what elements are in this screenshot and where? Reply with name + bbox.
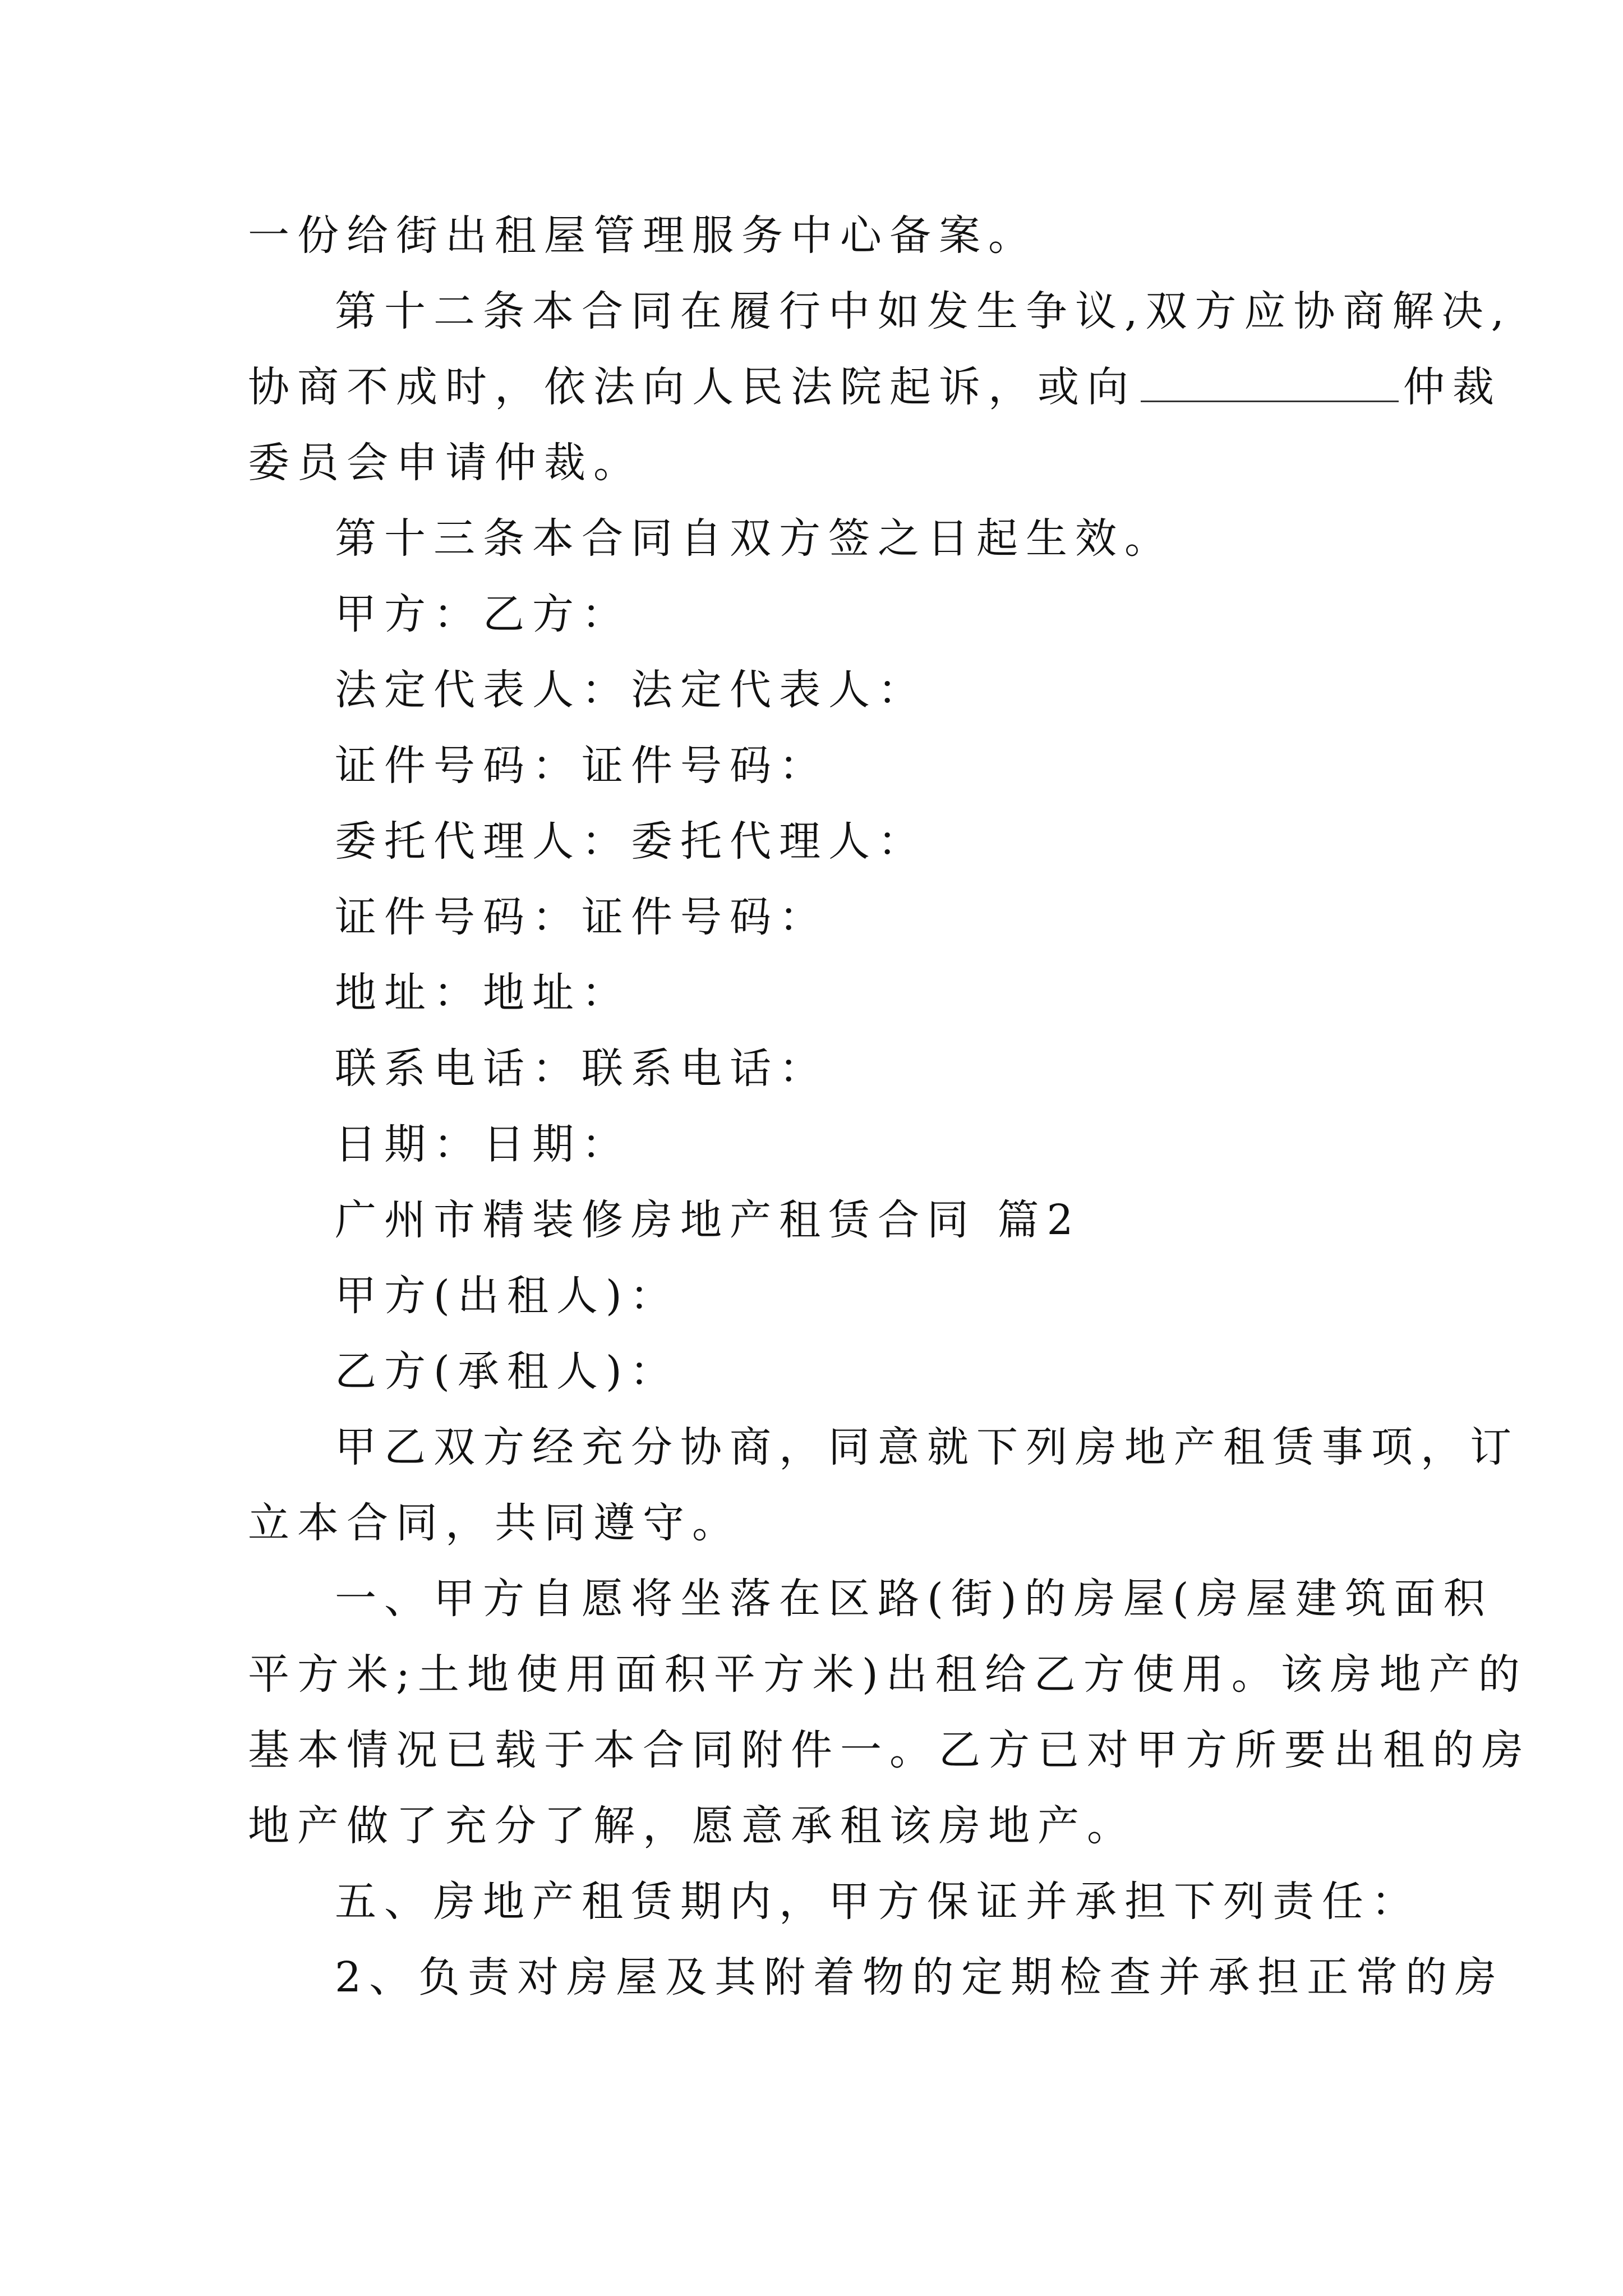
text-line-with-blank bbox=[248, 359, 1502, 415]
text-line: 2、负责对房屋及其附着物的定期检查并承担正常的房 bbox=[335, 1953, 1505, 2001]
text-line: 甲方：乙方： bbox=[335, 590, 631, 638]
text-line: 平方米;土地使用面积平方米)出租给乙方使用。该房地产的 bbox=[248, 1650, 1528, 1699]
text-line: 第十三条本合同自双方签之日起生效。 bbox=[335, 514, 1174, 563]
text-line: 证件号码：证件号码： bbox=[335, 893, 828, 941]
text-line: 一、甲方自愿将坐落在区路(街)的房屋(房屋建筑面积 bbox=[335, 1575, 1493, 1623]
text-line: 一份给街出租屋管理服务中心备案。 bbox=[248, 211, 1038, 260]
text-line: 甲乙双方经充分协商，同意就下列房地产租赁事项，订 bbox=[335, 1423, 1519, 1471]
text-line: 五、房地产租赁期内，甲方保证并承担下列责任： bbox=[335, 1878, 1421, 1926]
text-line: 委托代理人：委托代理人： bbox=[335, 817, 927, 866]
text-segment: 协商不成时，依法向人民法院起诉，或向 bbox=[248, 363, 1136, 411]
text-line: 地产做了充分了解，愿意承租该房地产。 bbox=[248, 1802, 1136, 1850]
text-segment: 仲裁 bbox=[1403, 363, 1502, 411]
text-line: 地址：地址： bbox=[335, 969, 631, 1017]
text-line: 委员会申请仲裁。 bbox=[248, 439, 643, 487]
text-line: 法定代表人：法定代表人： bbox=[335, 666, 927, 714]
text-line: 联系电话：联系电话： bbox=[335, 1045, 828, 1093]
text-line: 日期：日期： bbox=[335, 1120, 631, 1168]
text-line: 立本合同，共同遵守。 bbox=[248, 1499, 741, 1547]
text-line: 基本情况已载于本合同附件一。乙方已对甲方所要出租的房 bbox=[248, 1726, 1531, 1774]
text-line: 第十二条本合同在履行中如发生争议,双方应协商解决, bbox=[335, 287, 1513, 335]
text-line: 甲方(出租人)： bbox=[335, 1272, 679, 1320]
fill-in-blank bbox=[1141, 398, 1399, 402]
text-line: 乙方(承租人)： bbox=[335, 1347, 679, 1396]
section-heading: 广州市精装修房地产租赁合同 篇2 bbox=[335, 1196, 1081, 1244]
text-line: 证件号码：证件号码： bbox=[335, 742, 828, 790]
